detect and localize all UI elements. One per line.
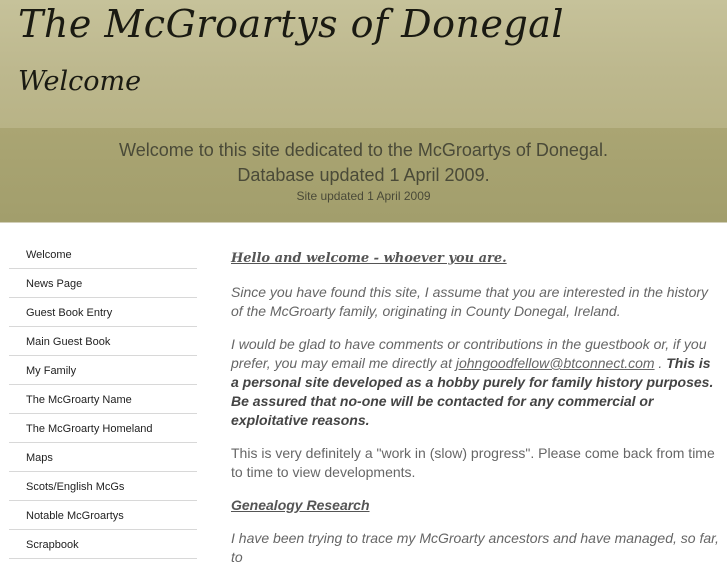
sidebar-nav xyxy=(9,240,197,559)
site-header xyxy=(0,0,727,128)
nav-item-welcome[interactable]: Welcome xyxy=(9,240,197,269)
contact-separator: . xyxy=(654,355,667,371)
paragraph-research: I have been trying to trace my McGroarty ancestors and have managed, so far, to xyxy=(231,530,719,565)
site-updated: Site updated 1 April 2009 xyxy=(296,189,431,203)
paragraph-work-in-progress: This is very definitely a "work in (slow) progress". Please come back from time to time to view developments. xyxy=(231,445,715,480)
intro-paragraph xyxy=(231,248,721,268)
nav-item-notable-mcgroartys[interactable]: Notable McGroartys xyxy=(9,501,197,530)
genealogy-research-heading: Genealogy Research xyxy=(231,497,370,513)
nav-item-main-guest-book[interactable]: Main Guest Book xyxy=(9,327,197,356)
nav-item-mcgroarty-name[interactable]: The McGroarty Name xyxy=(9,385,197,414)
genealogy-heading-paragraph xyxy=(231,496,721,515)
paragraph-contact xyxy=(231,335,721,430)
paragraph-about-site: Since you have found this site, I assume that you are interested in the history of the McGroarty family, originating in County Donegal, Ireland. xyxy=(231,284,709,319)
page-heading: Welcome xyxy=(18,66,142,97)
site-title: The McGroartys of Donegal xyxy=(18,2,565,46)
nav-item-mcgroarty-homeland[interactable]: The McGroarty Homeland xyxy=(9,414,197,443)
privacy-statement: This is a personal site developed as a hobby purely for family history purposes. Be assured that no-one will be contacted for any commercial or exploitative reasons. xyxy=(231,355,714,428)
email-link[interactable]: johngoodfellow@btconnect.com xyxy=(455,355,655,371)
welcome-banner xyxy=(0,128,727,223)
nav-item-scots-english-mcgs[interactable]: Scots/English McGs xyxy=(9,472,197,501)
nav-item-maps[interactable]: Maps xyxy=(9,443,197,472)
main-content xyxy=(231,244,721,581)
intro-heading: Hello and welcome - whoever you are. xyxy=(231,251,507,266)
welcome-line-1: Welcome to this site dedicated to the McGroartys of Donegal. xyxy=(119,140,608,160)
contact-text: I would be glad to have comments or contributions in the guestbook or, if you prefer, you may email me directly at xyxy=(231,336,707,371)
nav-item-guest-book-entry[interactable]: Guest Book Entry xyxy=(9,298,197,327)
database-updated: Database updated 1 April 2009. xyxy=(237,165,490,185)
nav-item-my-family[interactable]: My Family xyxy=(9,356,197,385)
nav-item-scrapbook[interactable]: Scrapbook xyxy=(9,530,197,559)
nav-item-news-page[interactable]: News Page xyxy=(9,269,197,298)
